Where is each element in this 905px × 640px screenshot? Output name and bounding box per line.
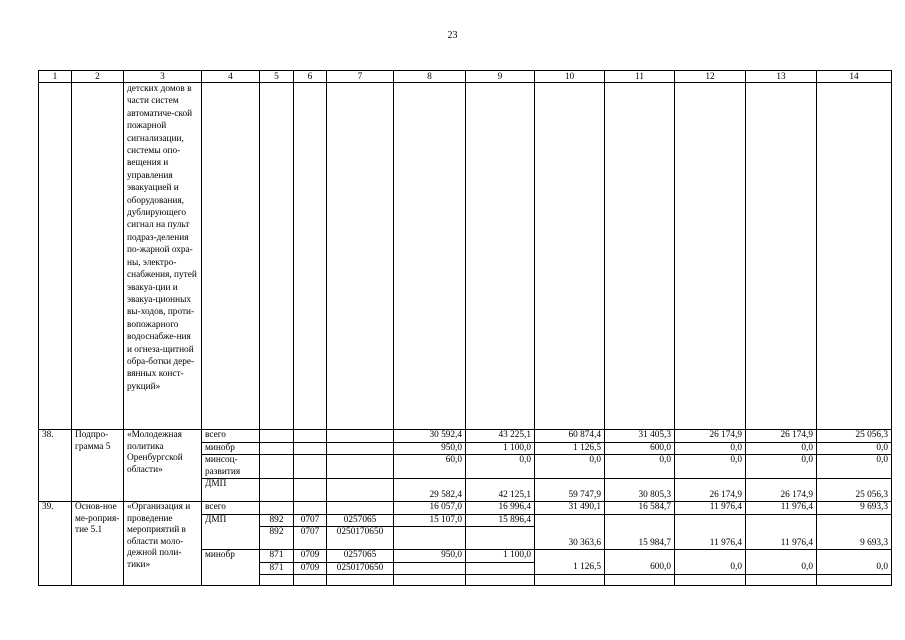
- row-number: 39.: [39, 502, 72, 586]
- source-label: минсоц-развития: [202, 455, 260, 479]
- col-header: 9: [466, 71, 535, 83]
- value-cell: 43 225,1: [466, 430, 535, 443]
- source-label: ДМП: [202, 479, 260, 502]
- source-label: всего: [202, 502, 260, 515]
- value-cell: 0,0: [817, 455, 892, 479]
- value-cell: 0,0: [675, 455, 746, 479]
- row-title: «Организация и проведение мероприятий в области моло-дежной поли-тики»: [124, 502, 202, 586]
- value-cell: 31 490,1: [535, 502, 605, 515]
- value-cell: 0,0: [746, 442, 817, 455]
- row-number: 38.: [39, 430, 72, 502]
- col-header: 7: [327, 71, 394, 83]
- value-cell: 9 693,3: [817, 502, 892, 515]
- code-cell: 0709: [294, 550, 327, 563]
- value-cell: 11 976,4: [675, 538, 746, 550]
- value-cell: 31 405,3: [605, 430, 675, 443]
- col-header: 14: [817, 71, 892, 83]
- code-cell: 892: [260, 527, 294, 550]
- value-cell: 0,0: [605, 455, 675, 479]
- value-cell: 15 107,0: [394, 514, 466, 527]
- col-header: 13: [746, 71, 817, 83]
- table-row: [39, 430, 892, 443]
- code-cell: 871: [260, 562, 294, 575]
- col-header: 1: [39, 71, 72, 83]
- value-cell: 1 126,5: [535, 562, 605, 575]
- value-cell: 0,0: [817, 562, 892, 575]
- value-cell: 16 584,7: [605, 502, 675, 515]
- row-title: «Молодежная политика Оренбургской области»: [124, 430, 202, 502]
- code-cell: 0257065: [327, 550, 394, 563]
- code-cell: 0250170650: [327, 527, 394, 550]
- value-cell: 26 174,9: [746, 430, 817, 443]
- value-cell: 15 984,7: [605, 538, 675, 550]
- value-cell: 950,0: [394, 442, 466, 455]
- value-cell: 26 174,9: [746, 490, 817, 502]
- code-cell: 892: [260, 514, 294, 527]
- value-cell: 16 996,4: [466, 502, 535, 515]
- code-cell: 0257065: [327, 514, 394, 527]
- page-number: 23: [447, 30, 458, 41]
- code-cell: 0707: [294, 514, 327, 527]
- source-label: минобр: [202, 550, 260, 586]
- col-header: 6: [294, 71, 327, 83]
- row-type: Подпро-грамма 5: [72, 430, 124, 502]
- value-cell: 1 100,0: [466, 442, 535, 455]
- row-type: Основ-ное ме-роприя-тие 5.1: [72, 502, 124, 586]
- value-cell: 30 363,6: [535, 538, 605, 550]
- value-cell: 16 057,0: [394, 502, 466, 515]
- col-header: 3: [124, 71, 202, 83]
- value-cell: 950,0: [394, 550, 466, 563]
- value-cell: 30 592,4: [394, 430, 466, 443]
- code-cell: 0250170650: [327, 562, 394, 575]
- continuation-row: [39, 83, 892, 430]
- value-cell: 0,0: [675, 442, 746, 455]
- value-cell: 30 805,3: [605, 490, 675, 502]
- value-cell: 600,0: [605, 442, 675, 455]
- value-cell: 60,0: [394, 455, 466, 479]
- budget-table: [38, 70, 892, 586]
- value-cell: 11 976,4: [675, 502, 746, 515]
- value-cell: 9 693,3: [817, 538, 892, 550]
- value-cell: 0,0: [746, 455, 817, 479]
- value-cell: 0,0: [466, 455, 535, 479]
- continuation-text: детских домов в части систем автоматиче-ской пожарной сигнализации, системы опо-вещения и управления эвакуацией и оборудования, дублирующего сигнал на пульт подраз-деления по-жарной охра-ны, электро-снабжения, путей эвакуа-ции и эвакуа-ционных вы-ходов, проти-вопожарного водоснабже-ния и огнеза-щитной обра-ботки дере-вянных конст-рукций»: [124, 83, 202, 430]
- value-cell: 25 056,3: [817, 430, 892, 443]
- col-header: 8: [394, 71, 466, 83]
- source-label: всего: [202, 430, 260, 443]
- value-cell: 0,0: [746, 562, 817, 575]
- col-header: 5: [260, 71, 294, 83]
- col-header: 4: [202, 71, 260, 83]
- value-cell: 60 874,4: [535, 430, 605, 443]
- value-cell: 11 976,4: [746, 502, 817, 515]
- column-number-row: [39, 71, 892, 83]
- value-cell: 11 976,4: [746, 538, 817, 550]
- code-cell: 0707: [294, 527, 327, 550]
- source-label: минобр: [202, 442, 260, 455]
- value-cell: 1 126,5: [535, 442, 605, 455]
- value-cell: 26 174,9: [675, 430, 746, 443]
- source-label: ДМП: [202, 514, 260, 550]
- value-cell: 0,0: [535, 455, 605, 479]
- col-header: 10: [535, 71, 605, 83]
- value-cell: 25 056,3: [817, 490, 892, 502]
- table-row: [39, 502, 892, 515]
- value-cell: 600,0: [605, 562, 675, 575]
- code-cell: 0709: [294, 562, 327, 575]
- value-cell: 29 582,4: [394, 490, 466, 502]
- value-cell: 0,0: [675, 562, 746, 575]
- value-cell: 59 747,9: [535, 490, 605, 502]
- value-cell: 1 100,0: [466, 550, 535, 563]
- value-cell: 0,0: [817, 442, 892, 455]
- col-header: 11: [605, 71, 675, 83]
- value-cell: 15 896,4: [466, 514, 535, 527]
- col-header: 2: [72, 71, 124, 83]
- col-header: 12: [675, 71, 746, 83]
- value-cell: 26 174,9: [675, 490, 746, 502]
- value-cell: 42 125,1: [466, 490, 535, 502]
- code-cell: 871: [260, 550, 294, 563]
